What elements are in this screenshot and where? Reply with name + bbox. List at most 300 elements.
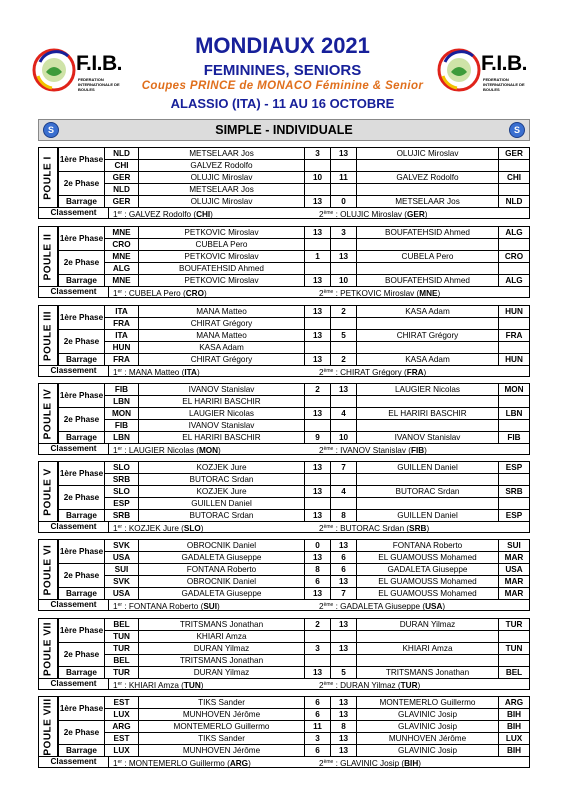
country-code [498,419,530,431]
match-row [58,147,530,159]
phase-label: 1ère Phase [58,383,104,407]
ranking-label: Classement [39,600,109,610]
score: 3 [304,147,330,159]
player-name [356,262,498,274]
score: 13 [330,618,356,630]
score: 11 [330,171,356,183]
rank-number: 2 [319,368,324,377]
rank-number: 2 [319,289,324,298]
phase-label: Barrage [58,353,104,365]
score: 10 [304,171,330,183]
score [304,497,330,509]
ranking-label: Classement [39,679,109,689]
player-name [356,419,498,431]
match-row [58,696,530,708]
score: 3 [330,226,356,238]
player-name: TRITSMANS Jonathan [138,654,304,666]
score: 13 [304,666,330,678]
score [304,159,330,171]
match-row [58,708,530,720]
second-place-name: DURAN Yilmaz [340,681,396,690]
player-name: MUNHOVEN Jérôme [356,732,498,744]
pool-table [38,383,530,457]
match-row [58,195,530,207]
rank-suffix: er [117,681,123,687]
ranking-row [38,207,530,219]
first-place: 1er : MONTEMERLO Guillermo (ARG) [113,759,251,768]
player-name: KOZJEK Jure [138,485,304,497]
player-name: GUILLEN Daniel [356,461,498,473]
ranking-label: Classement [39,287,109,297]
country-code: BEL [104,654,138,666]
country-code: CRO [104,238,138,250]
country-code: LBN [498,407,530,419]
country-code: MON [104,407,138,419]
player-name: MONTEMERLO Guillermo [356,696,498,708]
country-code: BIH [498,720,530,732]
country-code: BIH [498,708,530,720]
pool-name-cell [38,696,58,757]
match-row [58,563,530,575]
player-name: CHIRAT Grégory [138,353,304,365]
score: 13 [330,147,356,159]
country-code: MAR [498,575,530,587]
country-code [498,262,530,274]
match-row [58,419,530,431]
first-place-name: MANA Matteo [128,368,180,377]
pool-table [38,696,530,770]
pool-name-cell [38,226,58,287]
player-name [356,395,498,407]
score: 3 [304,732,330,744]
score: 13 [304,353,330,365]
score: 5 [330,666,356,678]
score: 0 [330,195,356,207]
first-place: 1er : GALVEZ Rodolfo (CHI) [113,210,213,219]
match-row [58,666,530,678]
score [330,473,356,485]
phase-label: 1ère Phase [58,147,104,171]
second-place: 2ème : PETKOVIC Miroslav (MNE) [319,289,441,298]
score [330,341,356,353]
first-place: 1er : KHIARI Amza (TUN) [113,681,204,690]
score: 3 [304,642,330,654]
score: 13 [304,305,330,317]
country-code: NLD [498,195,530,207]
first-place-country: MON [198,446,219,455]
score: 5 [330,329,356,341]
score: 13 [330,383,356,395]
rank-suffix: ème [323,681,334,687]
pool-name-cell [38,461,58,522]
fib-logo-text: F.I.B. [76,52,123,75]
score: 7 [330,587,356,599]
ranking-label: Classement [39,208,109,218]
country-code: FRA [104,353,138,365]
pool-table [38,147,530,221]
second-place-country: FRA [406,368,424,377]
player-name: EL GUAMOUSS Mohamed [356,587,498,599]
player-name: DURAN Yilmaz [138,666,304,678]
player-name: EL GUAMOUSS Mohamed [356,575,498,587]
player-name: LAUGIER Nicolas [356,383,498,395]
phase-label: 1ère Phase [58,305,104,329]
player-name: CHIRAT Grégory [138,317,304,329]
rank-number: 1 [113,602,118,611]
score [304,183,330,195]
match-row [58,485,530,497]
phase-label: Barrage [58,431,104,443]
country-code: NLD [104,183,138,195]
score: 1 [304,250,330,262]
country-code: USA [104,587,138,599]
country-code [498,630,530,642]
rank-number: 2 [319,681,324,690]
country-code: MNE [104,274,138,286]
player-name: TIKS Sander [138,732,304,744]
pool-name: POULE V [42,467,54,516]
country-code: SVK [104,539,138,551]
score: 13 [330,250,356,262]
ranking-row [38,599,530,611]
first-place-name: FONTANA Roberto [128,602,199,611]
first-place-name: MONTEMERLO Guillermo [128,759,225,768]
second-place-country: BIH [404,759,419,768]
country-code: ARG [104,720,138,732]
rank-number: 1 [113,446,118,455]
country-code: TUN [498,642,530,654]
country-code: SLO [104,461,138,473]
ranking-row [38,365,530,377]
score [330,497,356,509]
second-place-name: GLAVINIC Josip [340,759,400,768]
rank-suffix: er [117,368,123,374]
section-banner [38,119,530,141]
phase-label: 1ère Phase [58,618,104,642]
pool-name: POULE III [42,310,54,361]
score: 13 [304,485,330,497]
player-name: GLAVINIC Josip [356,708,498,720]
player-name: OBROCNIK Daniel [138,575,304,587]
score [304,473,330,485]
country-code: CHI [104,159,138,171]
score: 13 [304,195,330,207]
score: 10 [330,274,356,286]
pool-name: POULE VII [42,621,54,676]
country-code: FIB [498,431,530,443]
player-name: IVANOV Stanislav [356,431,498,443]
score: 4 [330,485,356,497]
country-code [498,238,530,250]
pool-table [38,618,530,692]
country-code: SVK [104,575,138,587]
second-place: 2ème : GADALETA Giuseppe (USA) [319,602,446,611]
score: 9 [304,431,330,443]
country-code: MNE [104,226,138,238]
ranking-label: Classement [39,522,109,532]
player-name [356,473,498,485]
rank-suffix: er [117,602,123,608]
score: 6 [304,744,330,756]
first-place-name: KHIARI Amza [128,681,179,690]
match-row [58,250,530,262]
country-code [498,473,530,485]
rank-suffix: ème [323,759,334,765]
country-code: HUN [104,341,138,353]
country-code: ALG [498,226,530,238]
country-code: GER [498,147,530,159]
score: 13 [304,587,330,599]
score [330,159,356,171]
country-code: TUR [498,618,530,630]
country-code: FRA [498,329,530,341]
match-row [58,539,530,551]
pool-name-cell [38,147,58,208]
score: 8 [330,509,356,521]
player-name: OLUJIC Miroslav [138,195,304,207]
phase-label: 2e Phase [58,720,104,744]
second-place-name: OLUJIC Miroslav [340,210,402,219]
country-code: TUR [104,642,138,654]
first-place-country: CHI [196,210,211,219]
pool-table [38,539,530,613]
rank-suffix: er [117,210,123,216]
country-code: USA [104,551,138,563]
country-code [498,159,530,171]
rank-number: 1 [113,289,118,298]
score [330,395,356,407]
rank-number: 2 [319,524,324,533]
phase-label: 1ère Phase [58,696,104,720]
pool-table [38,305,530,379]
player-name: TRITSMANS Jonathan [138,618,304,630]
player-name: GALVEZ Rodolfo [138,159,304,171]
first-place: 1er : CUBELA Pero (CRO) [113,289,207,298]
country-code: USA [498,563,530,575]
rank-number: 2 [319,210,324,219]
fib-logo-subtext: FEDERATION INTERNATIONALE DE BOULES [483,77,525,92]
rank-suffix: ème [323,446,334,452]
player-name: GLAVINIC Josip [356,744,498,756]
country-code: BIH [498,744,530,756]
player-name: BUTORAC Srdan [138,509,304,521]
player-name: GLAVINIC Josip [356,720,498,732]
phase-label: Barrage [58,744,104,756]
player-name: GUILLEN Daniel [138,497,304,509]
score: 13 [304,407,330,419]
player-name: DURAN Yilmaz [356,618,498,630]
venue-line: ALASSIO (ITA) - 11 AU 16 OCTOBRE [170,96,395,111]
rank-suffix: ème [323,289,334,295]
country-code [498,497,530,509]
player-name: GADALETA Giuseppe [356,563,498,575]
country-code: CHI [498,171,530,183]
score: 8 [330,720,356,732]
match-row [58,395,530,407]
first-place: 1er : MANA Matteo (ITA) [113,368,200,377]
country-code: TUR [104,666,138,678]
match-row [58,159,530,171]
player-name: METSELAAR Jos [138,147,304,159]
match-row [58,497,530,509]
score: 13 [304,509,330,521]
rank-number: 1 [113,368,118,377]
player-name: MANA Matteo [138,305,304,317]
country-code: MON [498,383,530,395]
player-name [356,654,498,666]
second-place-name: GADALETA Giuseppe [340,602,421,611]
first-place-name: CUBELA Pero [128,289,181,298]
score [330,238,356,250]
rank-number: 2 [319,759,324,768]
country-code: GER [104,171,138,183]
country-code: ARG [498,696,530,708]
match-row [58,407,530,419]
score: 13 [304,461,330,473]
match-row [58,353,530,365]
score [304,654,330,666]
match-row [58,618,530,630]
ranking-row [38,443,530,455]
country-code: MNE [104,250,138,262]
match-row [58,575,530,587]
rank-suffix: ème [323,210,334,216]
player-name: CUBELA Pero [356,250,498,262]
second-place-country: MNE [419,289,438,298]
player-name: MUNHOVEN Jérôme [138,708,304,720]
first-place-country: SUI [203,602,217,611]
score: 13 [330,642,356,654]
pool-name: POULE IV [42,388,54,439]
score: 2 [304,383,330,395]
score: 13 [330,744,356,756]
country-code: CRO [498,250,530,262]
player-name [356,238,498,250]
player-name: BOUFATEHSID Ahmed [138,262,304,274]
match-row [58,341,530,353]
ranking-row [38,756,530,768]
country-code: SRB [104,509,138,521]
country-code: BEL [104,618,138,630]
player-name [356,317,498,329]
phase-label: Barrage [58,274,104,286]
phase-label: 2e Phase [58,485,104,509]
pool-name: POULE II [42,233,54,280]
score [304,395,330,407]
score: 13 [330,539,356,551]
match-row [58,238,530,250]
player-name: EL GUAMOUSS Mohamed [356,551,498,563]
score: 0 [304,539,330,551]
second-place-country: GER [407,210,425,219]
country-code: LUX [498,732,530,744]
player-name: GALVEZ Rodolfo [356,171,498,183]
score [304,262,330,274]
match-row [58,642,530,654]
score: 6 [304,696,330,708]
player-name: METSELAAR Jos [138,183,304,195]
pool-name: POULE VI [42,544,54,595]
first-place-country: TUN [183,681,201,690]
country-code: ALG [104,262,138,274]
score: 11 [304,720,330,732]
player-name: TRITSMANS Jonathan [356,666,498,678]
score: 4 [330,407,356,419]
player-name: LAUGIER Nicolas [138,407,304,419]
player-name: GUILLEN Daniel [356,509,498,521]
player-name: MONTEMERLO Guillermo [138,720,304,732]
score [304,317,330,329]
player-name: EL HARIRI BASCHIR [138,395,304,407]
second-place: 2ème : DURAN Yilmaz (TUR) [319,681,421,690]
pool-name-cell [38,383,58,444]
player-name: GADALETA Giuseppe [138,551,304,563]
second-place: 2ème : GLAVINIC Josip (BIH) [319,759,421,768]
rank-number: 1 [113,524,118,533]
second-place: 2ème : BUTORAC Srdan (SRB) [319,524,430,533]
match-row [58,473,530,485]
player-name: DURAN Yilmaz [138,642,304,654]
player-name: MANA Matteo [138,329,304,341]
fib-logo-text: F.I.B. [481,52,528,75]
match-row [58,171,530,183]
phase-label: Barrage [58,587,104,599]
rank-suffix: er [117,446,123,452]
match-row [58,305,530,317]
score: 6 [330,563,356,575]
match-row [58,183,530,195]
player-name: PETKOVIC Miroslav [138,250,304,262]
phase-label: 1ère Phase [58,461,104,485]
player-name: IVANOV Stanislav [138,419,304,431]
cups-line: Coupes PRINCE de MONACO Féminine & Senior [141,80,424,92]
second-place-country: FIB [410,446,425,455]
country-code: SRB [104,473,138,485]
player-name: KASA Adam [356,353,498,365]
player-name: PETKOVIC Miroslav [138,226,304,238]
score [330,419,356,431]
phase-label: 1ère Phase [58,226,104,250]
pool-table [38,461,530,535]
pool-name: POULE VIII [42,697,54,756]
player-name: PETKOVIC Miroslav [138,274,304,286]
first-place-name: GALVEZ Rodolfo [128,210,192,219]
pool-name-cell [38,618,58,679]
score: 2 [330,353,356,365]
score [330,183,356,195]
country-code: LUX [104,744,138,756]
player-name: IVANOV Stanislav [138,383,304,395]
player-name [356,497,498,509]
country-code [498,395,530,407]
rank-suffix: er [117,759,123,765]
player-name: BOUFATEHSID Ahmed [356,226,498,238]
player-name [356,630,498,642]
second-place-country: SRB [409,524,427,533]
second-place-name: IVANOV Stanislav [340,446,406,455]
phase-label: 2e Phase [58,171,104,195]
first-place-name: LAUGIER Nicolas [128,446,194,455]
pool-table [38,226,530,300]
phase-label: 2e Phase [58,563,104,587]
country-code: EST [104,696,138,708]
player-name: KOZJEK Jure [138,461,304,473]
second-place-name: PETKOVIC Miroslav [340,289,415,298]
score [330,317,356,329]
score: 13 [304,274,330,286]
country-code: ALG [498,274,530,286]
match-row [58,262,530,274]
